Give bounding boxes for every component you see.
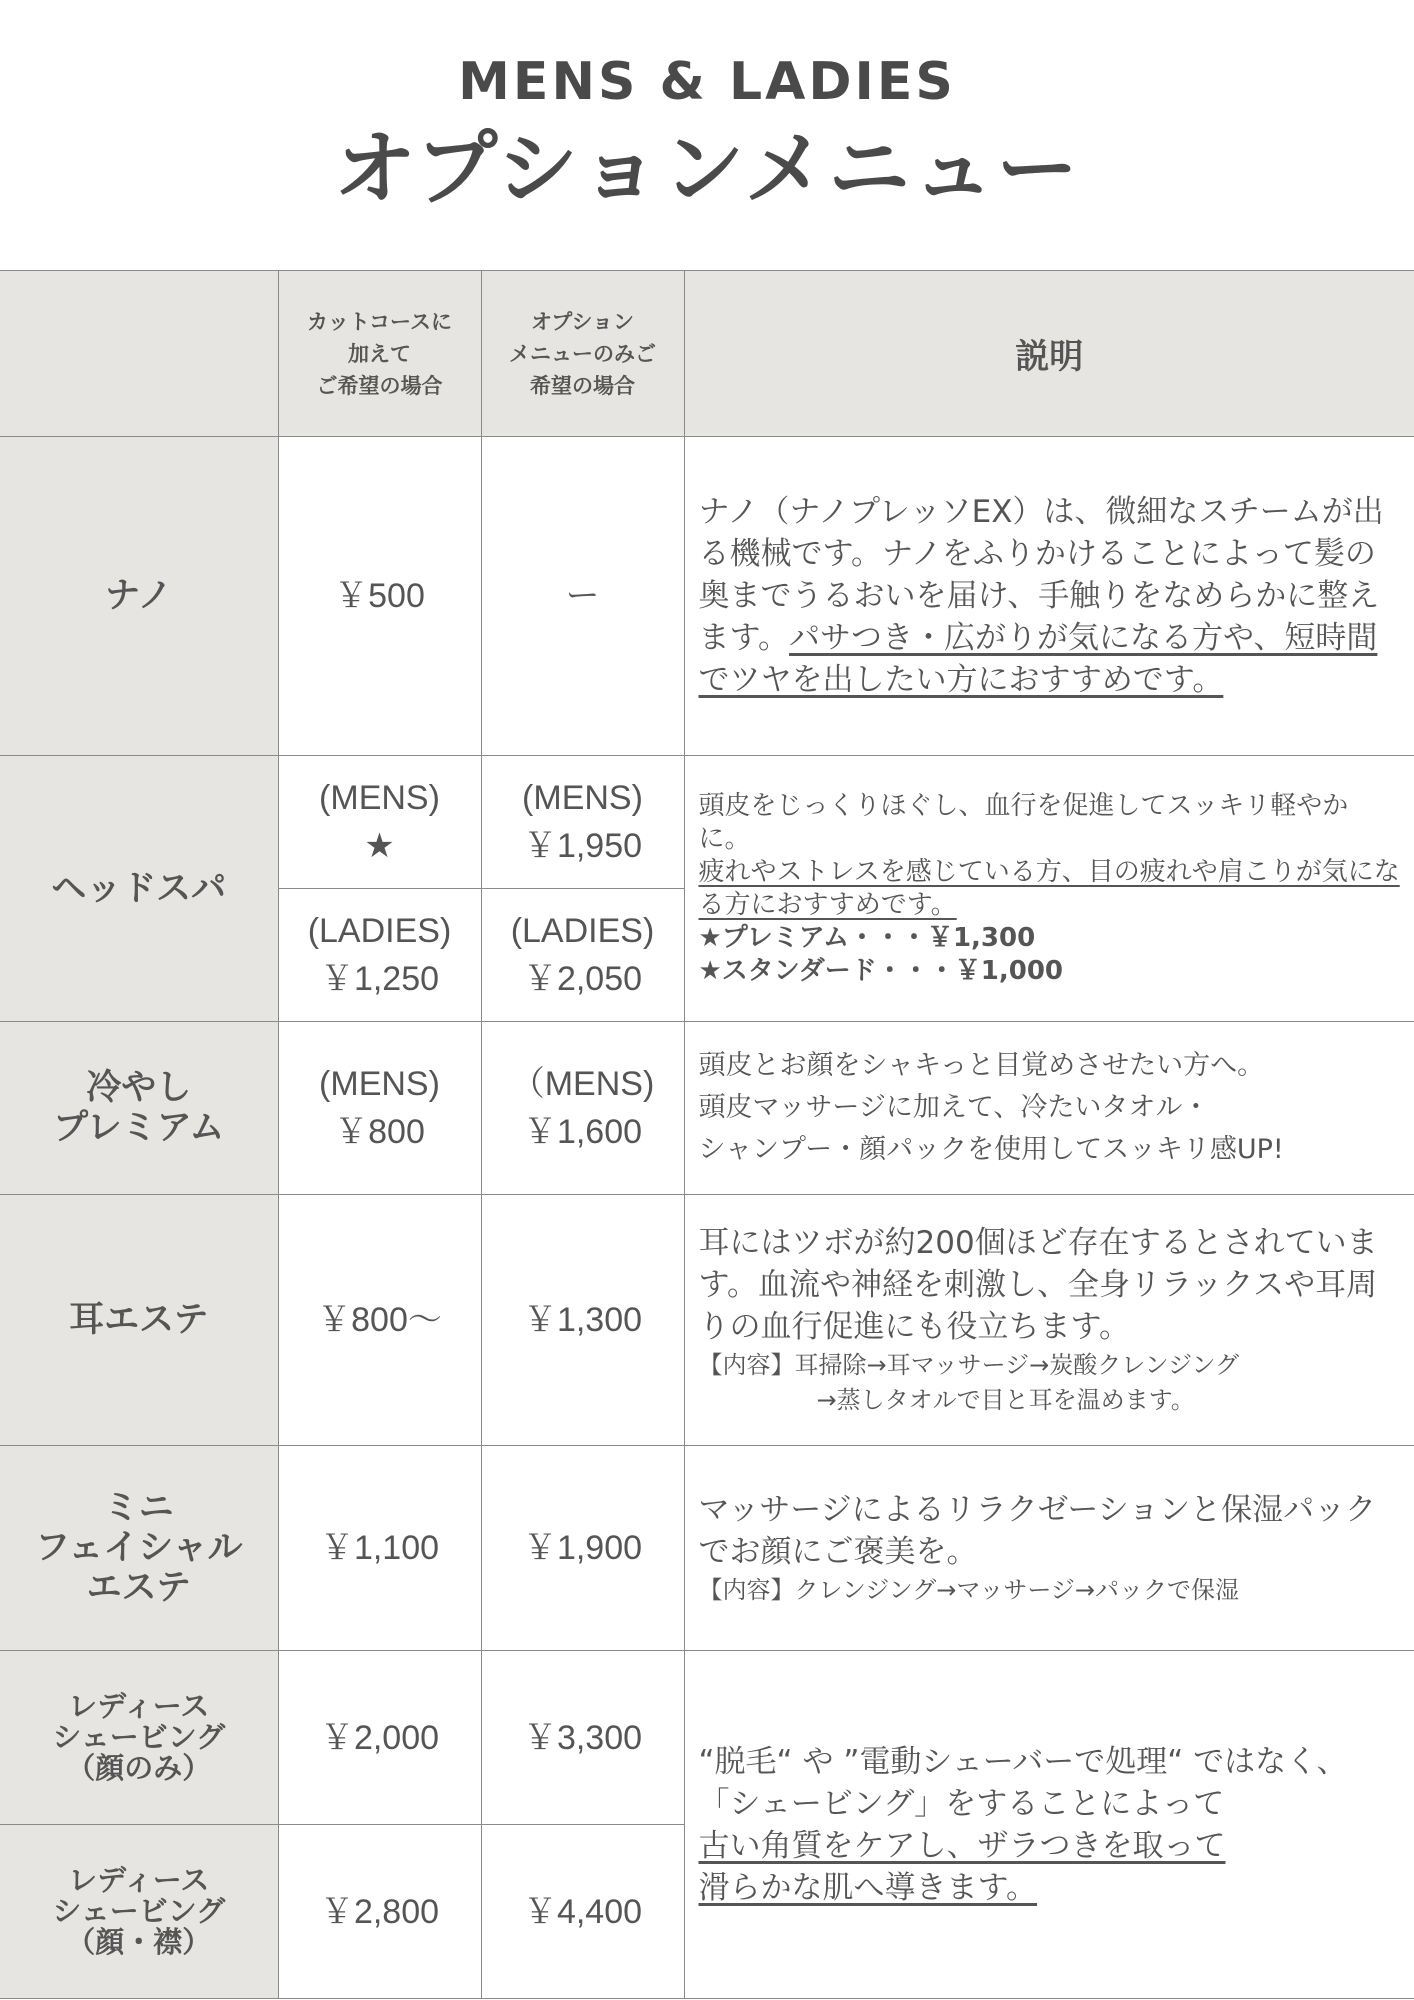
menu-name: 冷やし プレミアム: [53, 1068, 225, 1148]
header-option-only: [481, 271, 684, 437]
price-with-cut: ￥2,000: [319, 1718, 440, 1757]
menu-name: ナノ: [104, 576, 173, 616]
premium-price-line: ★プレミアム・・・￥1,300: [698, 922, 1036, 953]
description-line: シャンプー・顔パックを使用してスッキリ感UP!: [698, 1134, 1284, 1165]
menu-name-cell: [0, 756, 278, 1022]
description-cell: [684, 1651, 1414, 1999]
header-empty-cell: [0, 271, 278, 437]
description-text: [685, 790, 1414, 988]
menu-name: レディース シェービング （顔のみ）: [52, 1689, 226, 1785]
price-with-cut-cell: [278, 1825, 481, 1999]
table-row-nano: [0, 437, 1414, 756]
price-option-only: （MENS) ￥1,600: [510, 1065, 655, 1151]
content-line: 【内容】クレンジング→マッサージ→パックで保湿: [698, 1575, 1239, 1604]
price-option-only-cell: [481, 1022, 684, 1195]
menu-name-cell: [0, 1022, 278, 1195]
description-highlight: 古い角質をケアし、ザラつきを取って: [698, 1827, 1226, 1864]
menu-name: ヘッドスパ: [51, 868, 227, 909]
price-option-only-cell: [481, 437, 684, 756]
header-with-cut-label: カットコースに 加えて ご希望の場合: [307, 309, 452, 398]
price-option-only-cell: [481, 889, 684, 1022]
price-with-cut-cell: [278, 1022, 481, 1195]
description-highlight: パサつき・広がりが気になる方や、短時間でツヤを出したい方におすすめです。: [698, 620, 1378, 698]
description-cell: [684, 1446, 1414, 1651]
description-line: 頭皮マッサージに加えて、冷たいタオル・: [698, 1092, 1210, 1123]
price-option-only-cell: [481, 1195, 684, 1446]
price-with-cut: (MENS) ￥800: [319, 1065, 440, 1151]
option-menu-table: [0, 270, 1414, 1999]
menu-name-cell: [0, 437, 278, 756]
description-plain: 頭皮をじっくりほぐし、血行を促進してスッキリ軽やかに。: [698, 790, 1349, 854]
menu-name: レディース シェービング （顔・襟）: [52, 1863, 226, 1959]
price-option-only: ￥4,400: [522, 1892, 643, 1931]
price-with-cut-cell: [278, 889, 481, 1022]
price-with-cut-cell: [278, 1446, 481, 1651]
price-option-only-cell: [481, 1651, 684, 1825]
description-text: [685, 491, 1414, 701]
table-row-shaving-face: [0, 1651, 1414, 1825]
price-with-cut-cell: [278, 437, 481, 756]
price-option-only: ￥1,900: [522, 1529, 643, 1567]
price-ladies-with-cut: (LADIES) ￥1,250: [307, 912, 452, 998]
standard-price-line: ★スタンダード・・・￥1,000: [698, 955, 1064, 986]
table-row-cool-premium: [0, 1022, 1414, 1195]
content-line: →蒸しタオルで目と耳を温めます。: [816, 1386, 1195, 1414]
table-row-ear-esthe: [0, 1195, 1414, 1446]
description-line: 「シェービング」をすることによって: [698, 1785, 1225, 1822]
description-cell: [684, 756, 1414, 1022]
menu-name: ミニ フェイシャル エステ: [34, 1488, 243, 1608]
table-row-mini-facial: [0, 1446, 1414, 1651]
price-with-cut: ￥800～: [317, 1301, 442, 1339]
menu-name-cell: [0, 1651, 278, 1825]
description-cell: [684, 1195, 1414, 1446]
header-option-only-label: オプション メニューのみご 希望の場合: [509, 309, 656, 398]
price-mens-with-cut: (MENS) ★: [319, 779, 440, 865]
description-text: [685, 1489, 1414, 1608]
menu-name-cell: [0, 1446, 278, 1651]
price-option-only-cell: [481, 1825, 684, 1999]
price-option-only: ￥3,300: [522, 1718, 643, 1757]
menu-name: 耳エステ: [69, 1300, 209, 1340]
price-mens-option-only: (MENS) ￥1,950: [522, 779, 643, 865]
price-option-only-cell: [481, 1446, 684, 1651]
description-main: マッサージによるリラクゼーションと保湿パックでお顔にご褒美を。: [698, 1491, 1377, 1570]
description-text: [685, 1045, 1414, 1171]
description-line: 頭皮とお顔をシャキっと目覚めさせたい方へ。: [698, 1050, 1265, 1081]
table-row-headspa-mens: [0, 756, 1414, 889]
description-text: [685, 1741, 1414, 1909]
header-with-cut: [278, 271, 481, 437]
description-main: 耳にはツボが約200個ほど存在するとされています。血流や神経を刺激し、全身リラックスや耳周りの血行促進にも役立ちます。: [698, 1225, 1378, 1345]
price-with-cut-cell: [278, 1195, 481, 1446]
header-description-label: 説明: [1015, 337, 1084, 377]
description-highlight: 滑らかな肌へ導きます。: [698, 1869, 1038, 1906]
content-line: 【内容】耳掃除→耳マッサージ→炭酸クレンジング: [698, 1351, 1239, 1379]
description-text: [685, 1222, 1414, 1418]
price-option-only: ー: [565, 577, 600, 615]
description-highlight: 疲れやストレスを感じている方、目の疲れや肩こりが気になる方におすすめです。: [698, 856, 1400, 920]
description-line: “脱毛“ や ”電動シェーバーで処理“ ではなく、: [698, 1743, 1348, 1780]
menu-name-cell: [0, 1825, 278, 1999]
price-with-cut-cell: [278, 1651, 481, 1825]
header-description: [684, 271, 1414, 437]
price-option-only: ￥1,300: [522, 1301, 643, 1339]
menu-name-cell: [0, 1195, 278, 1446]
price-with-cut: ￥500: [334, 577, 425, 615]
price-with-cut: ￥1,100: [319, 1529, 440, 1567]
price-option-only-cell: [481, 756, 684, 889]
description-cell: [684, 1022, 1414, 1195]
price-ladies-option-only: (LADIES) ￥2,050: [510, 912, 655, 998]
title-english: MENS & LADIES: [458, 52, 956, 112]
description-plain: ナノ（ナノプレッソEX）は、微細なスチームが出る機械です。ナノをふりかけることによって髪の奥までうるおいを届け、手触りをなめらかに整えます。: [698, 494, 1384, 656]
price-with-cut: ￥2,800: [319, 1892, 440, 1931]
table-header-row: [0, 271, 1414, 437]
price-with-cut-cell: [278, 756, 481, 889]
page-title: オプションメニュー: [333, 122, 1081, 217]
description-cell: [684, 437, 1414, 756]
